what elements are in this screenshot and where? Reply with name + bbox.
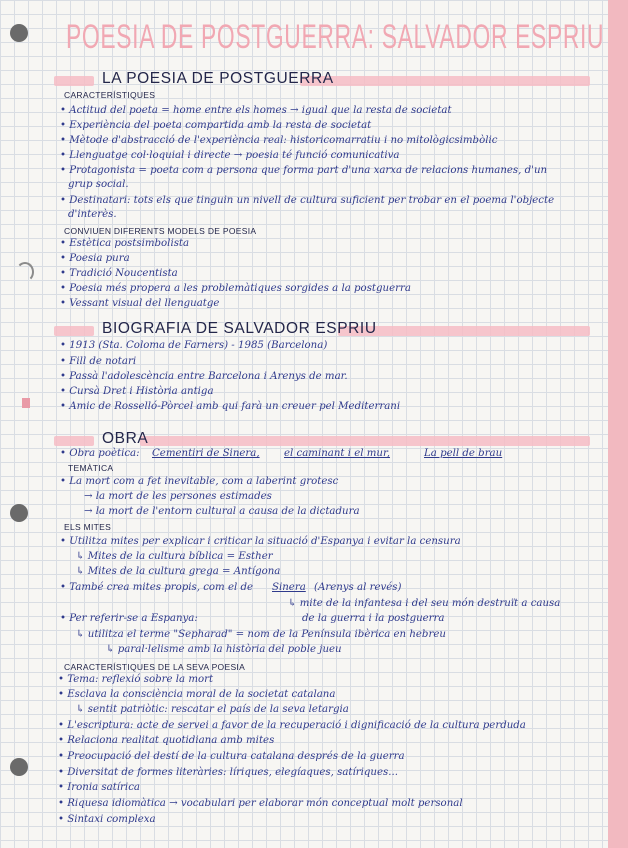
subheading: ELS MITES — [64, 522, 112, 532]
note-line: • Protagonista = poeta com a persona que forma part d'una xarxa de relacions humanes, d'un — [60, 165, 548, 176]
note-line: • Tema: reflexió sobre la mort — [58, 674, 214, 685]
margin-stripe — [608, 0, 628, 848]
note-line: • Diversitat de formes literàries: líriques, elegíaques, satíriques... — [58, 767, 398, 778]
note-line: ↳ utilitza el terme "Sepharad" = nom de la Península ibèrica en hebreu — [76, 629, 446, 640]
note-line: • L'escriptura: acte de servei a favor de la recuperació i dignificació de la cultura perduda — [58, 720, 526, 731]
note-line: → la mort de les persones estimades — [84, 491, 272, 502]
heading-highlight — [54, 326, 94, 336]
note-line: • Fill de notari — [60, 356, 137, 367]
note-line: • Vessant visual del llenguatge — [60, 298, 220, 309]
note-line: de la guerra i la postguerra — [302, 613, 445, 624]
note-line: • Relaciona realitat quotidiana amb mites — [58, 735, 275, 746]
note-line: ↳ Mites de la cultura bíblica = Esther — [76, 551, 273, 562]
note-line: d'interès. — [68, 209, 117, 220]
note-line: • Passà l'adolescència entre Barcelona i Arenys de mar. — [60, 371, 348, 382]
heading-highlight — [300, 76, 590, 86]
heading-highlight — [54, 76, 94, 86]
note-line: (Arenys al revés) — [314, 582, 402, 593]
note-line: • Preocupació del destí de la cultura catalana després de la guerra — [58, 751, 405, 762]
heading-highlight — [54, 436, 94, 446]
work-title: el caminant i el mur, — [284, 448, 390, 459]
note-line: • Experiència del poeta compartida amb la resta de societat — [60, 120, 372, 131]
section-heading: OBRA — [102, 430, 149, 447]
note-line: • Poesia més propera a les problemàtiques sorgides a la postguerra — [60, 283, 411, 294]
note-line: ↳ Mites de la cultura grega = Antígona — [76, 566, 281, 577]
note-line: → la mort de l'entorn cultural a causa de la dictadura — [84, 506, 360, 517]
myth-name: Sinera — [272, 582, 306, 593]
note-line: • Amic de Rosselló-Pòrcel amb qui farà un creuer pel Mediterrani — [60, 401, 401, 412]
note-line: • Sintaxi complexa — [58, 814, 156, 825]
note-line: • Llenguatge col·loquial i directe → poesia té funció comunicativa — [60, 150, 400, 161]
note-line: ↳ paral·lelisme amb la història del poble jueu — [106, 644, 342, 655]
note-line: • Utilitza mites per explicar i criticar la situació d'Espanya i evitar la censura — [60, 536, 461, 547]
page-mark — [22, 398, 30, 408]
note-line: • Ironia satírica — [58, 782, 140, 793]
note-line: • Obra poètica: — [60, 448, 140, 459]
note-line: • Mètode d'abstracció de l'experiència real: historicomarratiu i no mitològicsimbòlic — [60, 135, 498, 146]
note-line: ↳ sentit patriòtic: rescatar el país de la seva letargia — [76, 704, 349, 715]
note-line: • Actitud del poeta = home entre els homes → igual que la resta de societat — [60, 105, 452, 116]
subheading: CARACTERÍSTIQUES DE LA SEVA POESIA — [64, 662, 246, 672]
note-line: • Estètica postsimbolista — [60, 238, 190, 249]
note-line: • Tradició Noucentista — [60, 268, 178, 279]
section-heading: LA POESIA DE POSTGUERRA — [102, 70, 334, 87]
note-line: • 1913 (Sta. Coloma de Farners) - 1985 (Barcelona) — [60, 340, 328, 351]
page-title: POESIA DE POSTGUERRA: SALVADOR ESPRIU — [66, 18, 605, 56]
note-line: • La mort com a fet inevitable, com a laberint grotesc — [60, 476, 339, 487]
heading-highlight — [140, 436, 590, 446]
note-line: • Esclava la consciència moral de la societat catalana — [58, 689, 336, 700]
note-line: • Per referir-se a Espanya: — [60, 613, 198, 624]
note-line: • Destinatari: tots els que tinguin un nivell de cultura suficient per trobar en el poema l'objecte — [60, 195, 555, 206]
subheading: CARACTERÍSTIQUES — [64, 90, 156, 100]
note-line: • També crea mites propis, com el de — [60, 582, 254, 593]
note-line: • Riquesa idiomàtica → vocabulari per elaborar món conceptual molt personal — [58, 798, 463, 809]
subheading: CONVIUEN DIFERENTS MODELS DE POESIA — [64, 226, 257, 236]
note-line: • Cursà Dret i Història antiga — [60, 386, 214, 397]
work-title: Cementiri de Sinera, — [152, 448, 260, 459]
note-line: grup social. — [68, 179, 129, 190]
binder-ring — [16, 262, 34, 282]
work-title: La pell de brau — [424, 448, 503, 459]
note-line: • Poesia pura — [60, 253, 130, 264]
note-line: ↳ mite de la infantesa i del seu món destruït a causa — [288, 598, 561, 609]
section-heading: BIOGRAFIA DE SALVADOR ESPRIU — [102, 320, 377, 337]
subheading: TEMÀTICA — [68, 463, 114, 473]
binder-hole — [10, 24, 28, 42]
binder-hole — [10, 504, 28, 522]
binder-hole — [10, 758, 28, 776]
